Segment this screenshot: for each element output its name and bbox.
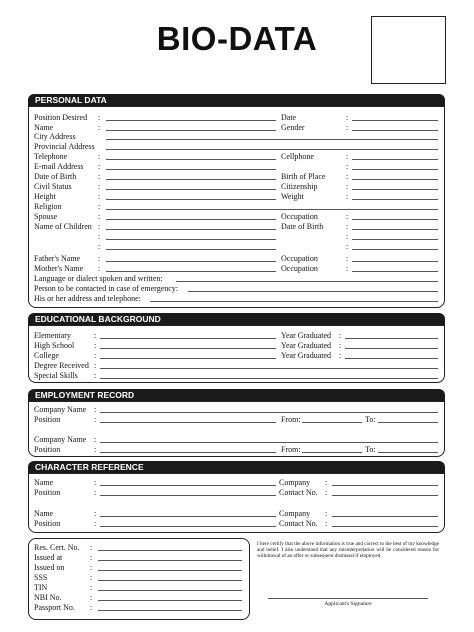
label-date: Date: [281, 113, 297, 122]
label-from: From:: [281, 415, 301, 424]
field-elementary-year[interactable]: [345, 331, 438, 339]
label-issued-on: Issued on: [34, 563, 65, 572]
field-gender[interactable]: [352, 123, 438, 131]
field-email[interactable]: [106, 162, 276, 170]
label-high-school: High School: [34, 341, 75, 350]
label-nbi: NBI No.: [34, 593, 62, 602]
colon: :: [346, 212, 349, 221]
certification-text: I here certify that the above information is true and correct to the best of my knowledge and belief. I also understand that any misinterpretation will be considered reason for withdrawal of an offer or subsequent dismissal if employed.: [257, 541, 439, 559]
label-religion: Religion: [34, 202, 62, 211]
label-res-cert: Res. Cert. No.: [34, 543, 80, 552]
label-father: Father's Name: [34, 254, 81, 263]
colon: :: [346, 232, 349, 241]
field-high-school[interactable]: [100, 341, 276, 349]
colon: :: [325, 488, 328, 497]
colon: :: [346, 113, 349, 122]
field-citizenship[interactable]: [352, 182, 438, 190]
label-citizenship: Citizenship: [281, 182, 318, 191]
label-position: Position: [34, 415, 61, 424]
colon: :: [325, 478, 328, 487]
label-position: Position: [34, 445, 61, 454]
label-weight: Weight: [281, 192, 304, 201]
colon: :: [98, 212, 101, 221]
colon: :: [90, 553, 93, 562]
colon: :: [94, 341, 97, 350]
colon: :: [346, 123, 349, 132]
label-father-occupation: Occupation: [281, 254, 318, 263]
field-ref-name-2[interactable]: [100, 509, 276, 517]
field-father-occupation[interactable]: [352, 254, 438, 262]
field-ref-position-2[interactable]: [100, 519, 276, 527]
colon: :: [98, 152, 101, 161]
label-to: To:: [365, 445, 376, 454]
field-nbi[interactable]: [98, 593, 242, 601]
field-special-skills[interactable]: [100, 371, 438, 379]
label-civil-status: Civil Status: [34, 182, 72, 191]
field-emergency-address[interactable]: [150, 294, 438, 302]
field-company-2[interactable]: [100, 435, 438, 443]
field-city-address[interactable]: [106, 132, 438, 140]
field-position-2[interactable]: [100, 445, 276, 453]
field-degree[interactable]: [100, 361, 438, 369]
field-mother-occupation[interactable]: [352, 264, 438, 272]
colon: :: [346, 222, 349, 231]
label-provincial-address: Provincial Address: [34, 142, 95, 151]
label-ref-name: Name: [34, 509, 54, 518]
field-civil-status[interactable]: [106, 182, 276, 190]
section-educational-background: EDUCATIONAL BACKGROUND: [28, 313, 445, 325]
colon: :: [346, 152, 349, 161]
colon: :: [346, 254, 349, 263]
colon: :: [94, 361, 97, 370]
colon: :: [90, 573, 93, 582]
colon: :: [94, 519, 97, 528]
label-ref-position: Position: [34, 488, 61, 497]
colon: :: [98, 242, 101, 251]
colon: :: [90, 603, 93, 612]
field-ref-contact-1[interactable]: [332, 488, 438, 496]
label-ref-contact: Contact No.: [279, 519, 318, 528]
colon: :: [94, 509, 97, 518]
colon: :: [98, 264, 101, 273]
label-ref-company: Company: [279, 509, 311, 518]
colon: :: [94, 331, 97, 340]
colon: :: [339, 351, 342, 360]
colon: :: [346, 192, 349, 201]
field-email-extra[interactable]: [352, 162, 438, 170]
signature-line[interactable]: [268, 598, 428, 599]
field-from-1[interactable]: [302, 415, 362, 423]
label-year-graduated: Year Graduated: [281, 341, 332, 350]
colon: :: [339, 331, 342, 340]
label-elementary: Elementary: [34, 331, 71, 340]
label-passport: Passport No.: [34, 603, 75, 612]
colon: :: [98, 202, 101, 211]
colon: :: [90, 583, 93, 592]
photo-box: [371, 16, 446, 84]
field-weight[interactable]: [352, 192, 438, 200]
field-from-2[interactable]: [302, 445, 362, 453]
field-ref-company-1[interactable]: [332, 478, 438, 486]
colon: :: [90, 563, 93, 572]
field-to-1[interactable]: [378, 415, 438, 423]
label-date-of-birth: Date of Birth: [34, 172, 77, 181]
field-date-of-birth[interactable]: [106, 172, 276, 180]
colon: :: [346, 242, 349, 251]
label-mother-occupation: Occupation: [281, 264, 318, 273]
colon: :: [94, 488, 97, 497]
label-issued-at: Issued at: [34, 553, 63, 562]
label-special-skills: Special Skills: [34, 371, 78, 380]
field-language[interactable]: [176, 274, 438, 282]
colon: :: [98, 254, 101, 263]
colon: :: [98, 232, 101, 241]
field-child-3[interactable]: [106, 242, 276, 250]
label-children: Name of Children: [34, 222, 92, 231]
label-position-desired: Position Desired: [34, 113, 88, 122]
colon: :: [94, 351, 97, 360]
colon: :: [94, 415, 97, 424]
label-ref-position: Position: [34, 519, 61, 528]
field-religion[interactable]: [106, 202, 438, 210]
colon: :: [94, 445, 97, 454]
label-cellphone: Cellphone: [281, 152, 314, 161]
colon: :: [94, 478, 97, 487]
field-res-cert[interactable]: [98, 543, 242, 551]
colon: :: [325, 519, 328, 528]
colon: :: [90, 543, 93, 552]
colon: :: [98, 113, 101, 122]
page-title: BIO-DATA: [156, 20, 318, 57]
label-height: Height: [34, 192, 56, 201]
field-cellphone[interactable]: [352, 152, 438, 160]
label-telephone: Telephone: [34, 152, 68, 161]
label-mother: Mother's Name: [34, 264, 84, 273]
field-birth-place[interactable]: [352, 172, 438, 180]
label-spouse: Spouse: [34, 212, 58, 221]
label-year-graduated: Year Graduated: [281, 331, 332, 340]
label-emergency-address: His or her address and telephone:: [34, 294, 141, 303]
label-child-dob: Date of Birth: [281, 222, 324, 231]
label-spouse-occupation: Occupation: [281, 212, 318, 221]
colon: :: [325, 509, 328, 518]
label-emergency: Person to be contacted in case of emergency:: [34, 284, 179, 293]
colon: :: [346, 162, 349, 171]
field-child-dob-2[interactable]: [352, 232, 438, 240]
label-birth-place: Birth of Place: [281, 172, 326, 181]
field-ref-name-1[interactable]: [100, 478, 276, 486]
colon: :: [98, 123, 101, 132]
field-father[interactable]: [106, 254, 276, 262]
colon: :: [339, 341, 342, 350]
label-email: E-mail Address: [34, 162, 84, 171]
label-city-address: City Address: [34, 132, 76, 141]
field-issued-on[interactable]: [98, 563, 242, 571]
label-language: Language or dialect spoken and written:: [34, 274, 163, 283]
label-gender: Gender: [281, 123, 305, 132]
field-issued-at[interactable]: [98, 553, 242, 561]
section-character-reference: CHARACTER REFERENCE: [28, 461, 445, 473]
field-name[interactable]: [106, 123, 276, 131]
field-high-school-year[interactable]: [345, 341, 438, 349]
field-position-1[interactable]: [100, 415, 276, 423]
label-tin: TIN: [34, 583, 48, 592]
label-company-name: Company Name: [34, 405, 87, 414]
label-degree: Degree Received: [34, 361, 89, 370]
colon: :: [98, 192, 101, 201]
colon: :: [94, 435, 97, 444]
label-ref-company: Company: [279, 478, 311, 487]
label-company-name: Company Name: [34, 435, 87, 444]
field-ref-company-2[interactable]: [332, 509, 438, 517]
colon: :: [94, 371, 97, 380]
field-sss[interactable]: [98, 573, 242, 581]
colon: :: [98, 222, 101, 231]
label-name: Name: [34, 123, 54, 132]
field-position-desired[interactable]: [106, 113, 276, 121]
field-provincial-address[interactable]: [106, 142, 438, 150]
field-spouse[interactable]: [106, 212, 276, 220]
field-elementary[interactable]: [100, 331, 276, 339]
signature-label: Applicant's Signature: [324, 601, 372, 607]
colon: :: [98, 162, 101, 171]
field-date[interactable]: [352, 113, 438, 121]
field-college-year[interactable]: [345, 351, 438, 359]
field-company-1[interactable]: [100, 405, 438, 413]
colon: :: [346, 264, 349, 273]
label-sss: SSS: [34, 573, 48, 582]
field-tin[interactable]: [98, 583, 242, 591]
colon: :: [346, 182, 349, 191]
field-spouse-occupation[interactable]: [352, 212, 438, 220]
label-college: College: [34, 351, 59, 360]
section-employment-record: EMPLOYMENT RECORD: [28, 389, 445, 401]
field-to-2[interactable]: [378, 445, 438, 453]
colon: :: [346, 172, 349, 181]
field-height[interactable]: [106, 192, 276, 200]
field-child-2[interactable]: [106, 232, 276, 240]
field-child-1[interactable]: [106, 222, 276, 230]
field-child-dob-1[interactable]: [352, 222, 438, 230]
field-ref-position-1[interactable]: [100, 488, 276, 496]
colon: :: [98, 172, 101, 181]
field-telephone[interactable]: [106, 152, 276, 160]
field-emergency[interactable]: [188, 284, 438, 292]
field-mother[interactable]: [106, 264, 276, 272]
field-ref-contact-2[interactable]: [332, 519, 438, 527]
colon: :: [90, 593, 93, 602]
field-child-dob-3[interactable]: [352, 242, 438, 250]
section-personal-data: PERSONAL DATA: [28, 94, 445, 106]
label-ref-contact: Contact No.: [279, 488, 318, 497]
label-ref-name: Name: [34, 478, 54, 487]
colon: :: [94, 405, 97, 414]
label-to: To:: [365, 415, 376, 424]
field-college[interactable]: [100, 351, 276, 359]
label-from: From:: [281, 445, 301, 454]
colon: :: [98, 182, 101, 191]
label-year-graduated: Year Graduated: [281, 351, 332, 360]
field-passport[interactable]: [98, 603, 242, 611]
